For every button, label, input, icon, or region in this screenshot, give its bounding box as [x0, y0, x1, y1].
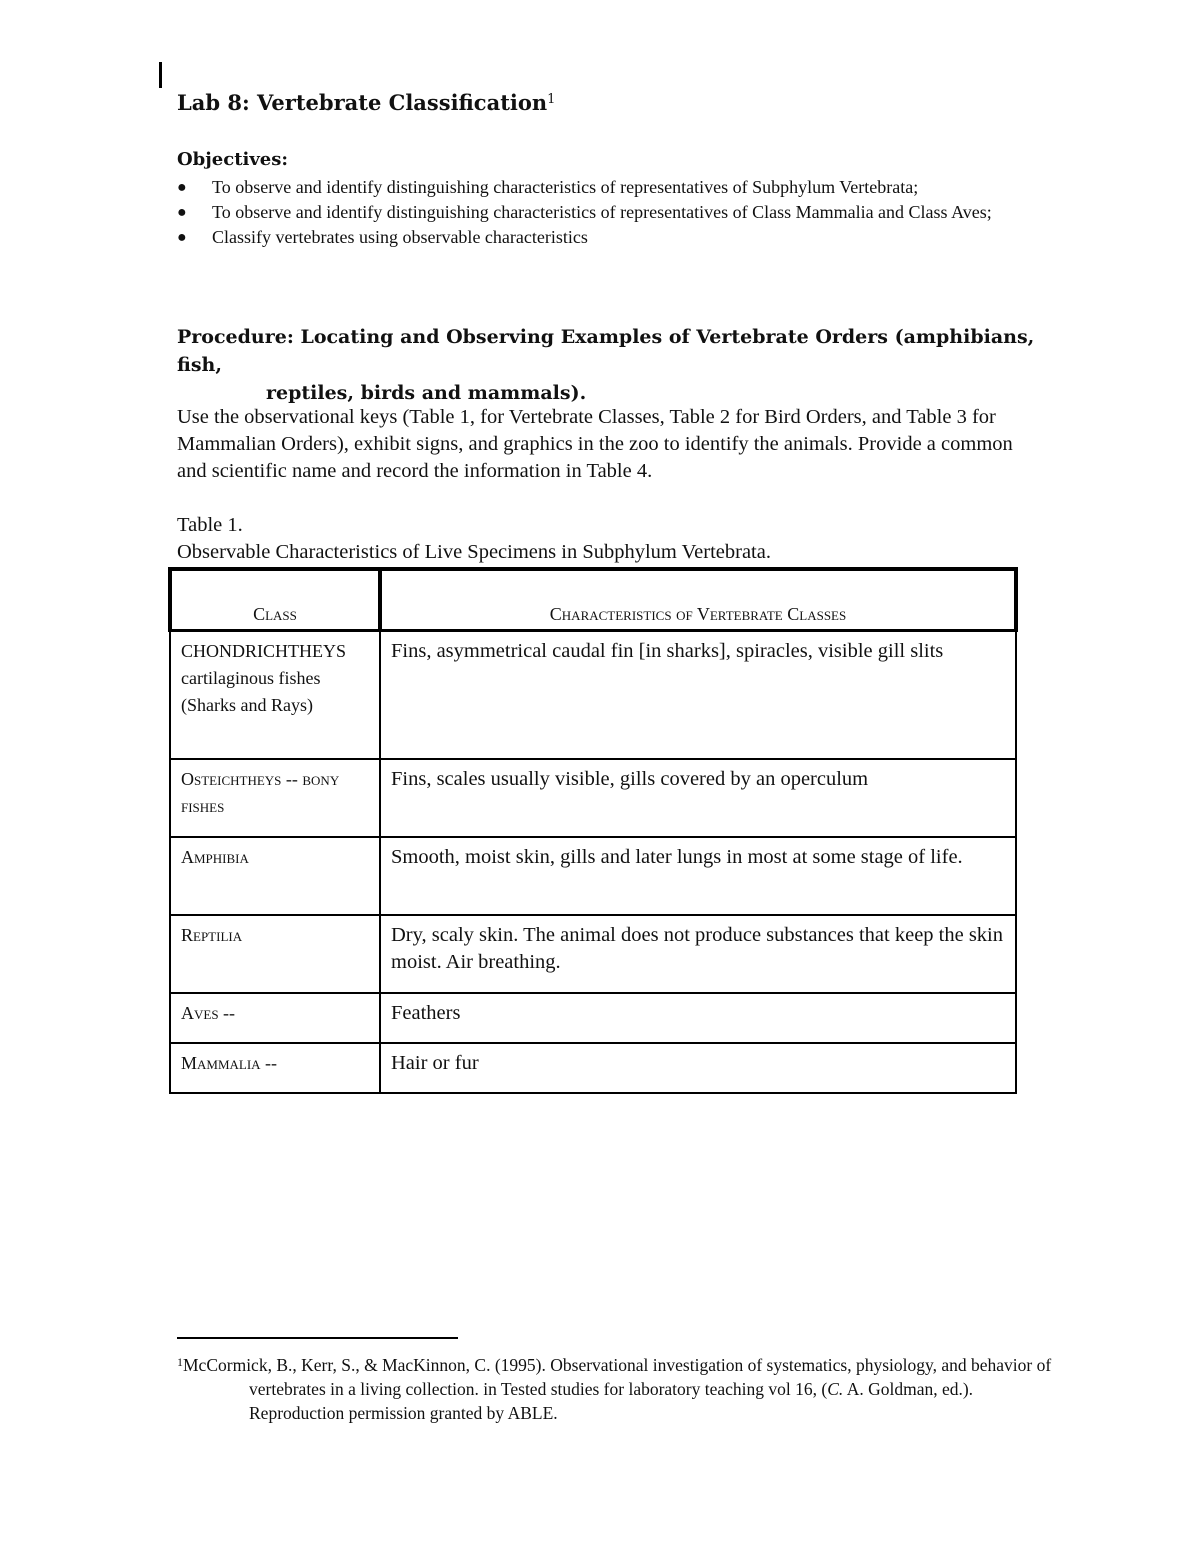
class-cell: Amphibia — [170, 837, 380, 915]
class-cell: Reptilia — [170, 915, 380, 993]
footnote-text-2: A. Goldman, ed.). Reproduction permission granted by ABLE. — [249, 1379, 974, 1423]
characteristics-cell: Dry, scaly skin. The animal does not produce substances that keep the skin moist. Air breathing. — [380, 915, 1016, 993]
objectives-heading: Objectives: — [177, 149, 289, 170]
table-row — [170, 837, 1016, 915]
objectives-list — [177, 175, 997, 250]
text-cursor-mark — [159, 62, 162, 88]
header-characteristics: Characteristics of Vertebrate Classes — [380, 569, 1016, 631]
table-row — [170, 1043, 1016, 1093]
class-cell: Osteichtheys -- bony fishes — [170, 759, 380, 837]
table-row — [170, 915, 1016, 993]
table-header-row — [170, 569, 1016, 631]
table-caption-block — [177, 512, 771, 566]
footnote-italic: C. — [827, 1379, 844, 1399]
class-cell: Mammalia -- — [170, 1043, 380, 1093]
title-footnote-ref: 1 — [547, 92, 556, 107]
procedure-line-2: reptiles, birds and mammals). — [266, 382, 587, 404]
objective-text: Classify vertebrates using observable characteristics — [212, 227, 588, 247]
objective-item — [177, 200, 997, 225]
footnote — [177, 1350, 1067, 1425]
characteristics-cell: Fins, asymmetrical caudal fin [in sharks], spiracles, visible gill slits — [380, 631, 1016, 760]
header-class: Class — [170, 569, 380, 631]
footnote-text-1: McCormick, B., Kerr, S., & MacKinnon, C. (1995). Observational investigation of systematics, physiology, and behavior of vertebrates in a living collection. in Tested studies for laboratory teaching vol 16, ( — [183, 1355, 1052, 1399]
footnote-separator — [177, 1337, 458, 1339]
characteristics-cell: Feathers — [380, 993, 1016, 1043]
objective-item — [177, 175, 997, 200]
class-cell: Aves -- — [170, 993, 380, 1043]
class-cell: CHONDRICHTHEYS cartilaginous fishes (Sharks and Rays) — [170, 631, 380, 760]
objective-text: To observe and identify distinguishing characteristics of representatives of Class Mammalia and Class Aves; — [212, 202, 992, 222]
table-row — [170, 759, 1016, 837]
table-number: Table 1. — [177, 514, 243, 536]
page-title — [177, 90, 555, 115]
footnote-ref: 1 — [177, 1355, 183, 1369]
procedure-heading — [177, 323, 1077, 407]
bullet-icon: ● — [177, 204, 187, 221]
bullet-icon: ● — [177, 179, 187, 196]
vertebrate-classes-table — [168, 567, 1018, 1094]
procedure-line-1: Procedure: Locating and Observing Examples of Vertebrate Orders (amphibians, fish, — [177, 326, 1035, 376]
intro-paragraph: Use the observational keys (Table 1, for Vertebrate Classes, Table 2 for Bird Orders, and Table 3 for Mammalian Orders), exhibit signs, and graphics in the zoo to identify the animals. Provide a common and scientific name and record the information in Table 4. — [177, 406, 1013, 482]
bullet-icon: ● — [177, 229, 187, 246]
table-row — [170, 993, 1016, 1043]
characteristics-cell: Hair or fur — [380, 1043, 1016, 1093]
objective-text: To observe and identify distinguishing characteristics of representatives of Subphylum Vertebrata; — [212, 177, 919, 197]
table-row — [170, 631, 1016, 760]
title-text: Lab 8: Vertebrate Classification — [177, 90, 548, 115]
characteristics-cell: Smooth, moist skin, gills and later lungs in most at some stage of life. — [380, 837, 1016, 915]
characteristics-cell: Fins, scales usually visible, gills covered by an operculum — [380, 759, 1016, 837]
objective-item — [177, 225, 997, 250]
table-caption: Observable Characteristics of Live Specimens in Subphylum Vertebrata. — [177, 541, 771, 563]
